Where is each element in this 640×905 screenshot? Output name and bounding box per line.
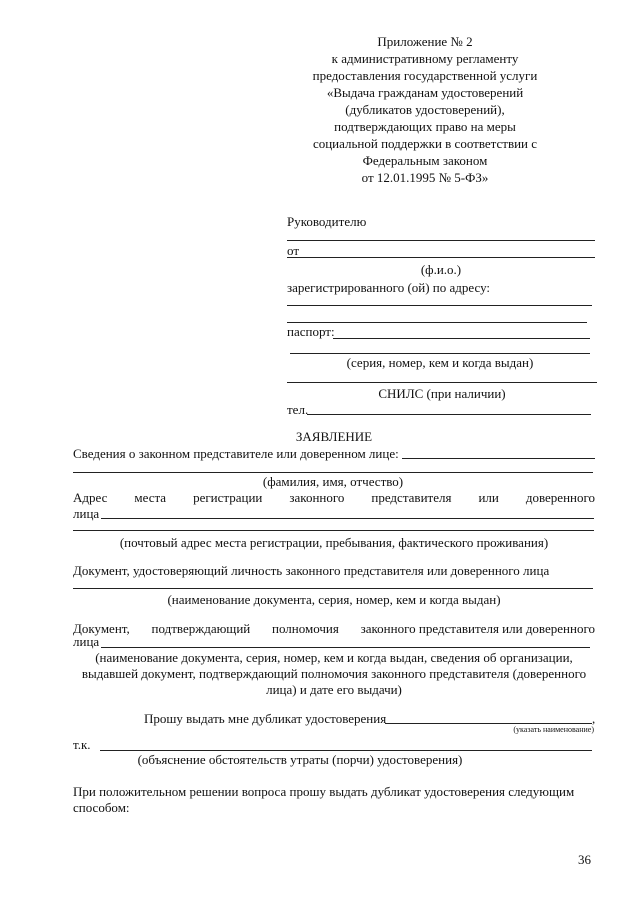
phone-label: тел. [287,402,309,417]
header-line: предоставления государственной услуги [312,68,538,83]
address-line-2[interactable] [73,530,594,531]
decision-line-2: способом: [73,800,130,815]
header-line: подтверждающих право на меры [334,119,516,134]
statement-title: ЗАЯВЛЕНИЕ [295,429,373,444]
passport-hint: (серия, номер, кем и когда выдан) [346,355,534,370]
address-row [73,490,595,505]
address-line[interactable] [287,322,587,323]
rep-info-line-2[interactable] [73,472,593,473]
identity-hint: (наименование документа, серия, номер, кем и когда выдан) [167,592,501,607]
header-line: социальной поддержки в соответствии с [312,136,538,151]
request-end: , [592,711,596,726]
reason-hint: (объяснение обстоятельств утраты (порчи) удостоверения) [137,752,463,767]
address-line[interactable] [101,518,594,519]
address-word: или [478,490,499,505]
address-word: законного [289,490,345,505]
address-word: Адрес [73,490,108,505]
snils-label: СНИЛС (при наличии) [378,386,506,401]
authority-word: Документ, [73,621,130,636]
authority-hint: выдавшей документ, подтверждающий полномочия законного представителя (доверенного [81,666,587,681]
address-hint: (почтовый адрес места регистрации, пребывания, фактического проживания) [119,535,549,550]
address-word: регистрации [193,490,263,505]
rep-info-line[interactable] [402,458,595,459]
identity-doc-line[interactable] [73,588,593,589]
authority-word: законного представителя или доверенного [360,621,595,636]
authority-cont: лица [73,634,100,649]
addressee-name-line[interactable] [287,240,595,241]
from-name-line[interactable] [287,257,595,258]
snils-line[interactable] [287,382,597,383]
reason-prefix: т.к. [73,737,91,752]
fio-full-hint: (фамилия, имя, отчество) [262,474,404,489]
header-line: к административному регламенту [331,51,519,66]
authority-word: подтверждающий [151,621,251,636]
header-line: Приложение № 2 [377,34,473,49]
fio-hint: (ф.и.о.) [420,262,462,277]
passport-line[interactable] [333,338,590,339]
header-line: «Выдача гражданам удостоверений [326,85,524,100]
authority-line[interactable] [101,647,590,648]
addressee-to: Руководителю [287,214,367,229]
decision-line: При положительном решении вопроса прошу выдать дубликат удостоверения следующим [73,784,575,799]
passport-label: паспорт: [287,324,335,339]
authority-word: полномочия [272,621,339,636]
request-hint: (указать наименование) [513,725,594,734]
header-line: от 12.01.1995 № 5-ФЗ» [361,170,489,185]
request-line[interactable] [385,723,592,724]
address-word: доверенного [525,490,595,505]
from-label: от [287,243,300,258]
address-cont: лица [73,506,100,521]
address-word: представителя [371,490,452,505]
address-line[interactable] [287,305,592,306]
page-number: 36 [578,852,591,867]
registered-label: зарегистрированного (ой) по адресу: [287,280,491,295]
phone-line[interactable] [307,414,591,415]
header-line: (дубликатов удостоверений), [345,102,505,117]
address-word: места [134,490,167,505]
rep-info-label: Сведения о законном представителе или доверенном лице: [73,446,399,461]
authority-hint: (наименование документа, серия, номер, кем и когда выдан, сведения об организации, [95,650,573,665]
authority-hint: лица) и дате его выдачи) [266,682,402,697]
authority-row [73,621,595,636]
reason-line[interactable] [100,750,592,751]
identity-doc-label: Документ, удостоверяющий личность законного представителя или доверенного лица [73,563,550,578]
passport-line[interactable] [290,353,590,354]
request-label: Прошу выдать мне дубликат удостоверения [144,711,387,726]
header-line: Федеральным законом [362,153,488,168]
